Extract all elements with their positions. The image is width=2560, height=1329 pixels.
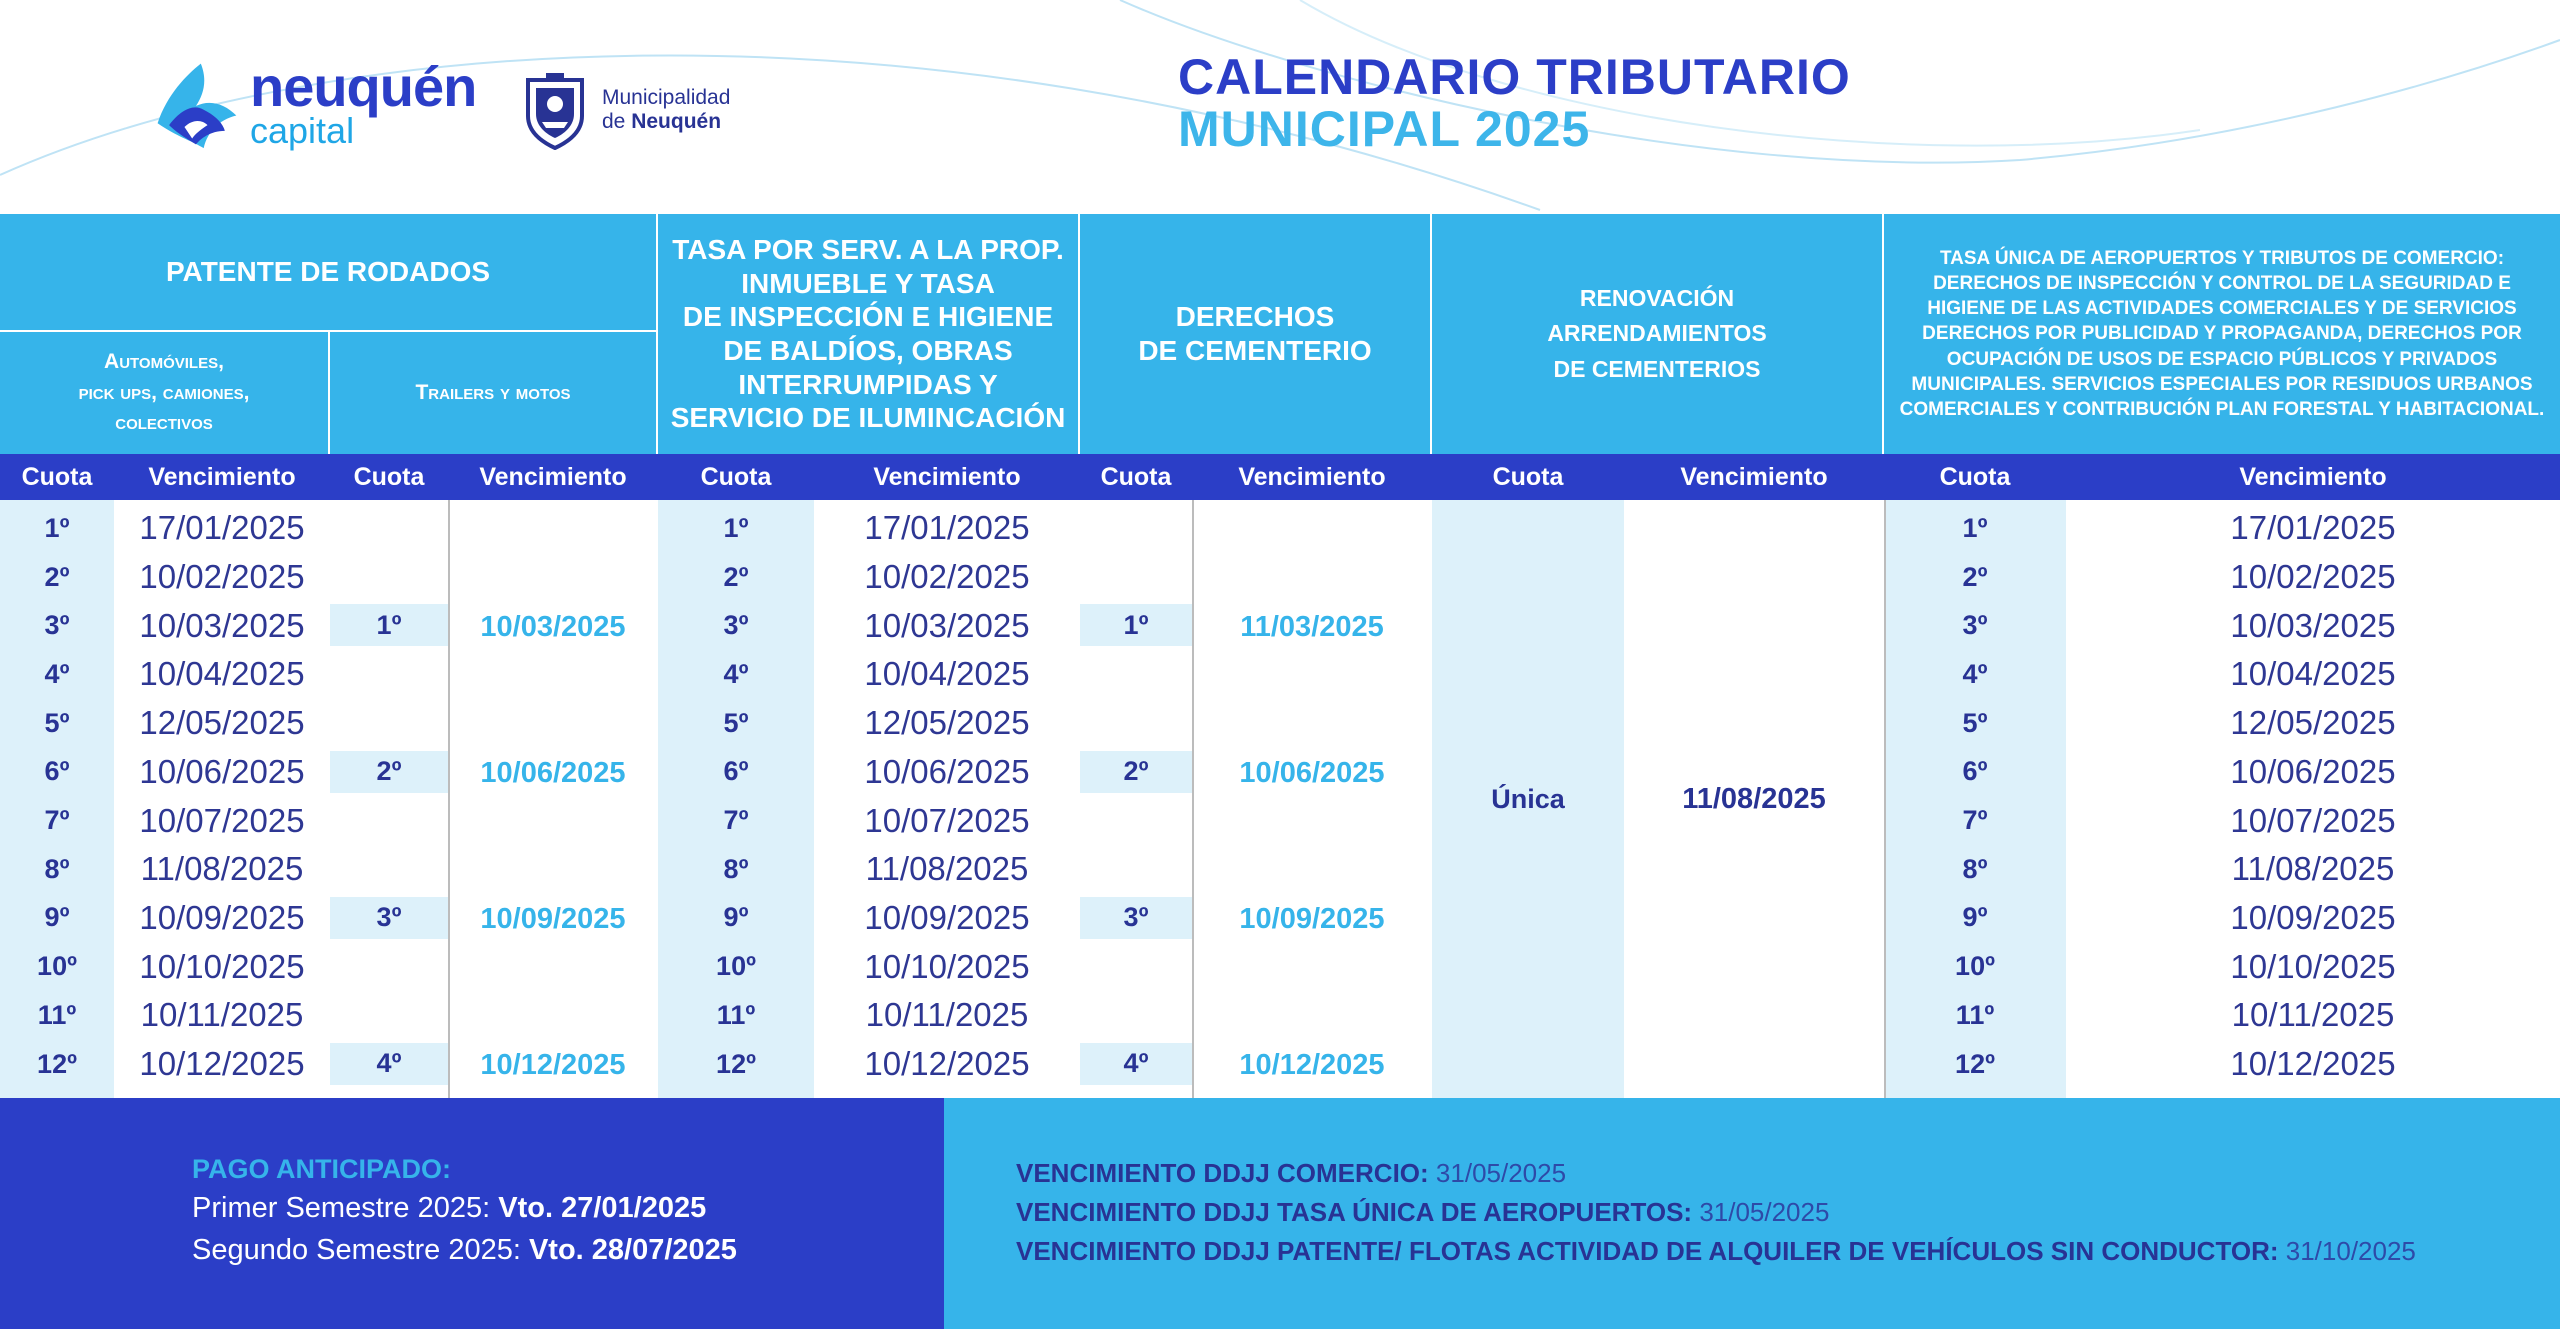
due-date: 10/07/2025 (2230, 801, 2396, 839)
due-date: 10/09/2025 (139, 898, 305, 936)
municipal-seal-icon (520, 70, 590, 150)
renovacion-cuota: Única (1491, 783, 1565, 814)
primer-semestre: Primer Semestre 2025: Vto. 27/01/2025 (192, 1192, 707, 1224)
cuota-number: 5º (723, 707, 749, 738)
cuota-number: 2º (1962, 561, 1988, 592)
quarter-due-date: 10/06/2025 (1239, 757, 1385, 789)
header-tasa-unica: TASA ÚNICA DE AEROPUERTOS Y TRIBUTOS DE COMERCIO: DERECHOS DE INSPECCIÓN Y CONTROL DE LA SEGURIDAD E HIGIENE DE LAS ACTIVIDADES COMERCIALES Y DE SERVICIOS DERECHOS POR PUBLICIDAD Y PROPAGANDA, DERECHOS POR OCUPACIÓN DE USOS DE ESPACIO PÚBLICOS Y PRIVADOS MUNICIPALES. SERVICIOS ESPECIALES POR RESIDUOS URBANOS COMERCIALES Y CONTRIBUCIÓN PLAN FORESTAL Y HABITACIONAL. (1884, 214, 2560, 454)
cuota-number: 12º (1955, 1048, 1995, 1079)
col-vencimiento: Vencimiento (814, 454, 1080, 500)
header-cementerio: DERECHOS DE CEMENTERIO (1080, 214, 1432, 454)
ddjj-aeropuertos: VENCIMIENTO DDJJ TASA ÚNICA DE AEROPUERTOS: 31/05/2025 (1016, 1197, 1830, 1227)
due-date: 12/05/2025 (864, 704, 1030, 742)
due-date: 10/11/2025 (865, 996, 1029, 1034)
pago-anticipado-title: PAGO ANTICIPADO: (192, 1154, 451, 1184)
cuota-number: 4º (723, 658, 749, 689)
cuota-number: 6º (723, 756, 749, 787)
trailers-cuota-column (330, 500, 448, 1098)
quarter-cuota: 2º (1080, 751, 1192, 793)
cuota-number: 9º (1962, 902, 1988, 933)
due-date: 10/10/2025 (139, 947, 305, 985)
cuota-number: 9º (44, 902, 70, 933)
cuota-number: 10º (716, 951, 756, 982)
cuota-number: 10º (37, 951, 77, 982)
due-date: 10/12/2025 (864, 1045, 1030, 1083)
column-divider (448, 500, 450, 1098)
pago-anticipado-panel (0, 1098, 944, 1329)
muni-line1: Municipalidad (602, 85, 731, 109)
title-line1: CALENDARIO TRIBUTARIO (1178, 49, 1851, 105)
col-vencimiento: Vencimiento (448, 454, 658, 500)
due-date: 10/04/2025 (2230, 655, 2396, 693)
tasa-date-column (814, 500, 1080, 1098)
autos-cuota-column (0, 500, 114, 1098)
due-date: 12/05/2025 (2230, 704, 2396, 742)
cuota-number: 9º (723, 902, 749, 933)
col-cuota: Cuota (0, 454, 114, 500)
brand-name: neuquén (250, 55, 477, 118)
autos-date-column (114, 500, 330, 1098)
due-date: 10/12/2025 (139, 1045, 305, 1083)
cuota-number: 5º (44, 707, 70, 738)
quarter-due-date: 10/03/2025 (480, 610, 626, 643)
quarter-due-date: 10/12/2025 (480, 1049, 626, 1082)
renovacion-date-column (1624, 500, 1884, 1098)
column-divider (1884, 500, 1886, 1098)
tasa-cuota-column (658, 500, 814, 1098)
cuota-number: 3º (44, 610, 70, 641)
cuota-number: 12º (716, 1048, 756, 1079)
header-tasa-inmueble: TASA POR SERV. A LA PROP. INMUEBLE Y TASA DE INSPECCIÓN E HIGIENE DE BALDÍOS, OBRAS INTERRUMPIDAS Y SERVICIO DE ILUMINCACIÓN (658, 214, 1080, 454)
due-date: 11/08/2025 (865, 850, 1029, 888)
quarter-due-date: 10/09/2025 (480, 903, 626, 936)
col-vencimiento: Vencimiento (114, 454, 330, 500)
col-cuota: Cuota (1432, 454, 1624, 500)
cuota-number: 3º (723, 610, 749, 641)
neuquen-logo-icon (148, 56, 244, 152)
col-cuota: Cuota (658, 454, 814, 500)
due-date: 10/10/2025 (864, 947, 1030, 985)
trailers-date-column (448, 500, 658, 1098)
due-date: 10/11/2025 (140, 996, 304, 1034)
due-date: 10/07/2025 (864, 801, 1030, 839)
quarter-cuota: 4º (330, 1043, 448, 1085)
cuota-number: 4º (44, 658, 70, 689)
quarter-due-date: 10/12/2025 (1239, 1049, 1385, 1082)
due-date: 10/06/2025 (139, 752, 305, 790)
cuota-number: 8º (44, 853, 70, 884)
quarter-due-date: 10/06/2025 (480, 757, 626, 789)
renovacion-cuota-column (1432, 500, 1624, 1098)
due-date: 10/12/2025 (2230, 1045, 2396, 1083)
cuota-number: 11º (1955, 999, 1995, 1030)
due-date: 10/02/2025 (2230, 558, 2396, 596)
tasa-unica-cuota-column (1884, 500, 2066, 1098)
cuota-number: 7º (1962, 805, 1988, 836)
cuota-number: 7º (44, 805, 70, 836)
cuota-number: 5º (1962, 707, 1988, 738)
due-date: 10/03/2025 (139, 606, 305, 644)
due-date: 10/06/2025 (2230, 752, 2396, 790)
cuota-number: 2º (723, 561, 749, 592)
municipalidad-logo (520, 70, 730, 150)
cuota-number: 8º (1962, 853, 1988, 884)
due-date: 10/02/2025 (139, 558, 305, 596)
due-date: 10/04/2025 (139, 655, 305, 693)
cuota-number: 1º (723, 512, 749, 543)
due-date: 17/01/2025 (864, 509, 1030, 547)
cuota-number: 11º (37, 999, 77, 1030)
due-date: 17/01/2025 (139, 509, 305, 547)
ddjj-comercio: VENCIMIENTO DDJJ COMERCIO: 31/05/2025 (1016, 1158, 1567, 1188)
cuota-number: 7º (723, 805, 749, 836)
due-date: 17/01/2025 (2230, 509, 2396, 547)
column-divider (1192, 500, 1194, 1098)
page-header (0, 0, 2560, 214)
cuota-number: 1º (44, 512, 70, 543)
col-cuota: Cuota (1080, 454, 1192, 500)
col-vencimiento: Vencimiento (1624, 454, 1884, 500)
cuota-number: 1º (1962, 512, 1988, 543)
col-cuota: Cuota (330, 454, 448, 500)
due-date: 10/07/2025 (139, 801, 305, 839)
tasa-unica-date-column (2066, 500, 2560, 1098)
cuota-number: 6º (1962, 756, 1988, 787)
col-vencimiento: Vencimiento (1192, 454, 1432, 500)
cuota-number: 8º (723, 853, 749, 884)
due-date: 10/02/2025 (864, 558, 1030, 596)
cuota-number: 10º (1955, 951, 1995, 982)
quarter-cuota: 1º (330, 604, 448, 646)
cuota-number: 3º (1962, 610, 1988, 641)
renovacion-date: 11/08/2025 (1682, 782, 1826, 815)
cementerio-cuota-column (1080, 500, 1192, 1098)
cuota-number: 6º (44, 756, 70, 787)
col-vencimiento: Vencimiento (2066, 454, 2560, 500)
due-date: 10/03/2025 (2230, 606, 2396, 644)
due-date: 11/08/2025 (140, 850, 304, 888)
neuquen-capital-logo (148, 56, 476, 152)
page-title (1178, 49, 1851, 157)
muni-line2: de Neuquén (602, 110, 722, 133)
due-date: 10/06/2025 (864, 752, 1030, 790)
quarter-cuota: 2º (330, 751, 448, 793)
col-cuota: Cuota (1884, 454, 2066, 500)
due-date: 10/03/2025 (864, 606, 1030, 644)
quarter-cuota: 3º (330, 897, 448, 939)
header-patente: PATENTE DE RODADOS (0, 214, 658, 330)
header-renovacion: RENOVACIÓN ARRENDAMIENTOS DE CEMENTERIOS (1432, 214, 1884, 454)
due-date: 10/04/2025 (864, 655, 1030, 693)
due-date: 10/10/2025 (2230, 947, 2396, 985)
due-date: 11/08/2025 (2231, 850, 2395, 888)
ddjj-panel (944, 1098, 2560, 1329)
quarter-cuota: 1º (1080, 604, 1192, 646)
cuota-number: 4º (1962, 658, 1988, 689)
tax-calendar-table (0, 214, 2560, 1098)
segundo-semestre: Segundo Semestre 2025: Vto. 28/07/2025 (192, 1234, 737, 1266)
cementerio-date-column (1192, 500, 1432, 1098)
due-date: 10/09/2025 (864, 898, 1030, 936)
due-date: 10/11/2025 (2231, 996, 2395, 1034)
quarter-due-date: 11/03/2025 (1240, 610, 1384, 643)
quarter-due-date: 10/09/2025 (1239, 903, 1385, 936)
cuota-number: 2º (44, 561, 70, 592)
title-line2: MUNICIPAL 2025 (1178, 101, 1591, 157)
cuota-number: 12º (37, 1048, 77, 1079)
header-trailers: Trailers y motos (330, 332, 658, 454)
ddjj-patente-flotas: VENCIMIENTO DDJJ PATENTE/ FLOTAS ACTIVIDAD DE ALQUILER DE VEHÍCULOS SIN CONDUCTOR: 31/10/2025 (1016, 1236, 2416, 1266)
quarter-cuota: 4º (1080, 1043, 1192, 1085)
due-date: 10/09/2025 (2230, 898, 2396, 936)
brand-sub: capital (250, 110, 355, 151)
due-date: 12/05/2025 (139, 704, 305, 742)
quarter-cuota: 3º (1080, 897, 1192, 939)
cuota-number: 11º (716, 999, 756, 1030)
header-automoviles: Automóviles, pick ups, camiones, colectivos (0, 332, 330, 454)
